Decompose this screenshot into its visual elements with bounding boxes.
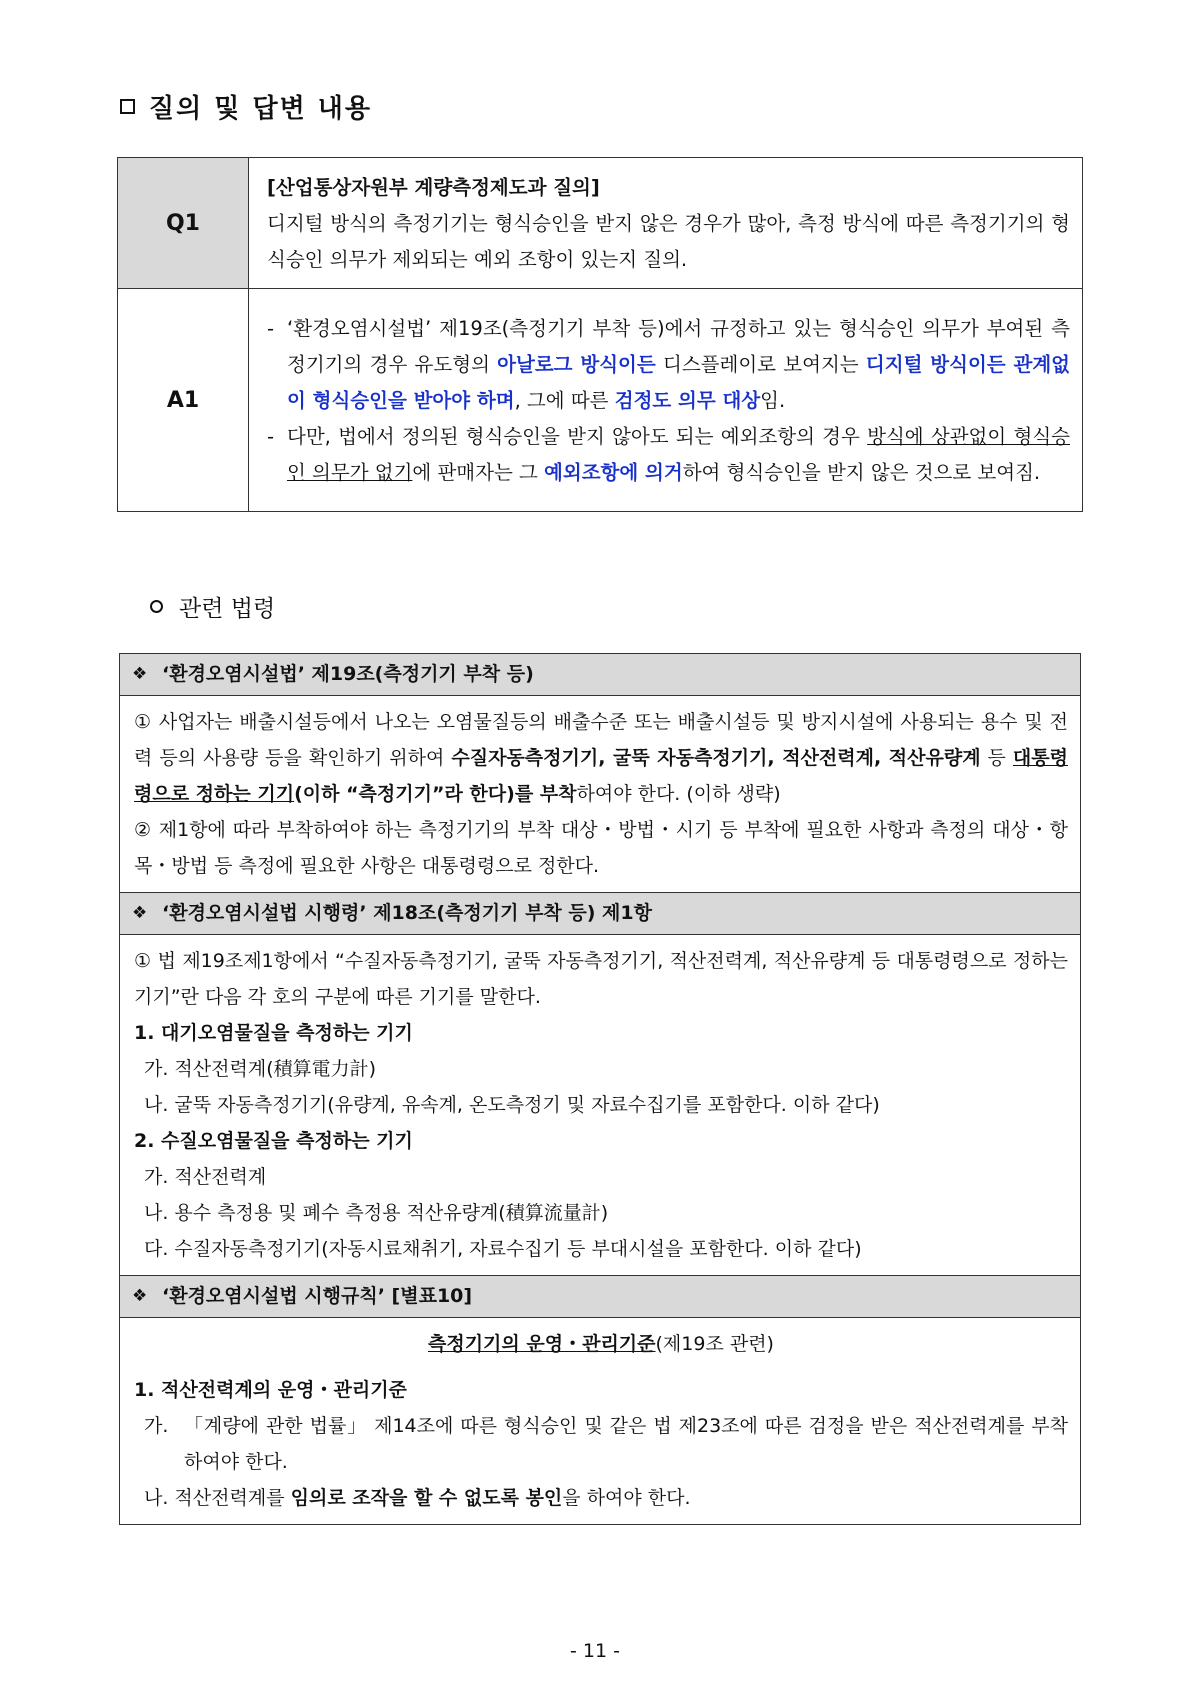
bold-run: 수질자동측정기기, 굴뚝 자동측정기기, 적산전력계, 적산유량계	[451, 747, 981, 769]
law-3-title	[120, 1276, 1080, 1318]
highlight-run: 검정도 의무 대상	[614, 389, 761, 412]
diamond-bullet-icon: ❖	[132, 903, 148, 923]
section-heading	[120, 88, 372, 125]
text-run: 을 하여야 한다.	[562, 1487, 691, 1509]
law-3-item-1-b	[134, 1480, 1068, 1516]
law-3-title-text: ‘환경오염시설법 시행규칙’ [별표10]	[162, 1285, 473, 1307]
underline-run: 대통령령으로 정하는 기기	[134, 747, 1068, 805]
square-bullet-icon	[120, 99, 135, 114]
law-2-item-2-a: 가. 적산전력계	[144, 1166, 267, 1188]
section-heading-text: 질의 및 답변 내용	[149, 94, 372, 124]
answer-item-2	[267, 419, 1070, 491]
law-2-item-2-c: 다. 수질자동측정기기(자동시료채취기, 자료수집기 등 부대시설을 포함한다. 이하 같다)	[144, 1238, 862, 1260]
answer-item-1	[267, 311, 1070, 419]
text-run: 에 판매자는 그	[412, 461, 545, 484]
law-2-item-1: 1. 대기오염물질을 측정하는 기기	[134, 1022, 413, 1044]
page-number: - 11 -	[570, 1640, 620, 1662]
item-text: 「계량에 관한 법률」 제14조에 따른 형식승인 및 같은 법 제23조에 따른 검정을 받은 적산전력계를 부착하여야 한다.	[184, 1415, 1068, 1473]
laws-box	[119, 653, 1081, 1525]
text-run: 디스플레이로 보여지는	[655, 353, 866, 376]
law-2-body	[120, 935, 1080, 1276]
law-1-title-text: ‘환경오염시설법’ 제19조(측정기기 부착 등)	[162, 663, 534, 685]
question-label: Q1	[118, 158, 249, 289]
diamond-bullet-icon: ❖	[132, 1286, 148, 1306]
law-2-item-2-b: 나. 용수 측정용 및 폐수 측정용 적산유량계(積算流量計)	[144, 1202, 609, 1224]
highlight-run: 예외조항에 의거	[544, 461, 683, 484]
bold-run: (이하 “측정기기”라 한다)를 부착	[294, 783, 577, 805]
question-body	[249, 158, 1083, 289]
law-2-item-1-b: 나. 굴뚝 자동측정기기(유량계, 유속계, 온도측정기 및 자료수집기를 포함한다. 이하 같다)	[144, 1094, 880, 1116]
text-run: , 그에 따른	[514, 389, 615, 412]
text-run: 하여 형식승인을 받지 않은 것으로 보여짐.	[682, 461, 1041, 484]
answer-item-1-text	[287, 311, 1070, 419]
law-1-para-2: ② 제1항에 따라 부착하여야 하는 측정기기의 부착 대상・방법・시기 등 부착에 필요한 사항과 측정의 대상・항목・방법 등 측정에 필요한 사항은 대통령령으로 정한다.	[134, 819, 1068, 877]
highlight-run: 아날로그 방식이든	[497, 353, 656, 376]
law-2-title-text: ‘환경오염시설법 시행령’ 제18조(측정기기 부착 등) 제1항	[162, 902, 652, 924]
law-3-center-title	[134, 1326, 1068, 1362]
law-2-item-1-a: 가. 적산전력계(積算電力計)	[144, 1058, 377, 1080]
text-run: 다만, 법에서 정의된 형식승인을 받지 않아도 되는 예외조항의 경우	[287, 425, 868, 448]
law-3-item-1-a	[134, 1408, 1068, 1480]
law-2-para-1: ① 법 제19조제1항에서 “수질자동측정기기, 굴뚝 자동측정기기, 적산전력계, 적산유량계 등 대통령령으로 정하는 기기”란 다음 각 호의 구분에 따른 기기를 말한다.	[134, 950, 1068, 1008]
highlight-run: 디지털 방식이든 관계없이 형식승인을 받아야 하며	[287, 353, 1070, 412]
law-1-title	[120, 654, 1080, 696]
dash-bullet: -	[267, 425, 275, 448]
related-laws-heading	[150, 590, 275, 623]
underline-run: 방식에 상관없이 형식승인 의무가 없기	[287, 425, 1070, 484]
law-1-para-1	[134, 704, 1068, 812]
question-row	[118, 158, 1083, 289]
text-run: 등	[980, 747, 1013, 769]
text-run: ① 사업자는 배출시설등에서 나오는 오염물질등의 배출수준 또는 배출시설등 및 방지시설에 사용되는 용수 및 전력 등의 사용량 등을 확인하기 위하여	[134, 711, 1068, 769]
text-run: ‘환경오염시설법’ 제19조(측정기기 부착 등)에서 규정하고 있는 형식승인 의무가 부여된 측정기기의 경우 유도형의	[287, 317, 1070, 376]
diamond-bullet-icon: ❖	[132, 664, 148, 684]
answer-item-2-text	[287, 419, 1070, 491]
text-run: 임.	[760, 389, 786, 412]
text-run: 하여야 한다. (이하 생략)	[576, 783, 781, 805]
underline-run: 측정기기의 운영・관리기준	[428, 1333, 656, 1355]
law-2-item-2: 2. 수질오염물질을 측정하는 기기	[134, 1130, 413, 1152]
bold-run: 임의로 조작을 할 수 없도록 봉인	[290, 1487, 563, 1509]
law-1-body	[120, 696, 1080, 893]
question-title: [산업통상자원부 계량측정제도과 질의]	[267, 176, 600, 199]
related-laws-heading-text: 관련 법령	[179, 596, 276, 622]
law-2-title	[120, 893, 1080, 935]
dash-bullet: -	[267, 317, 275, 340]
circle-bullet-icon	[150, 600, 163, 613]
question-text: 디지털 방식의 측정기기는 형식승인을 받지 않은 경우가 많아, 측정 방식에 따른 측정기기의 형식승인 의무가 제외되는 예외 조항이 있는지 질의.	[267, 212, 1070, 271]
answer-row	[118, 289, 1083, 512]
answer-label: A1	[118, 289, 249, 512]
answer-body	[249, 289, 1083, 512]
item-marker: 가.	[144, 1415, 169, 1437]
text-run: 나. 적산전력계를	[144, 1487, 291, 1509]
law-3-body	[120, 1318, 1080, 1524]
text-run: (제19조 관련)	[655, 1333, 774, 1355]
law-3-item-1: 1. 적산전력계의 운영・관리기준	[134, 1379, 407, 1401]
qa-table	[117, 157, 1083, 512]
